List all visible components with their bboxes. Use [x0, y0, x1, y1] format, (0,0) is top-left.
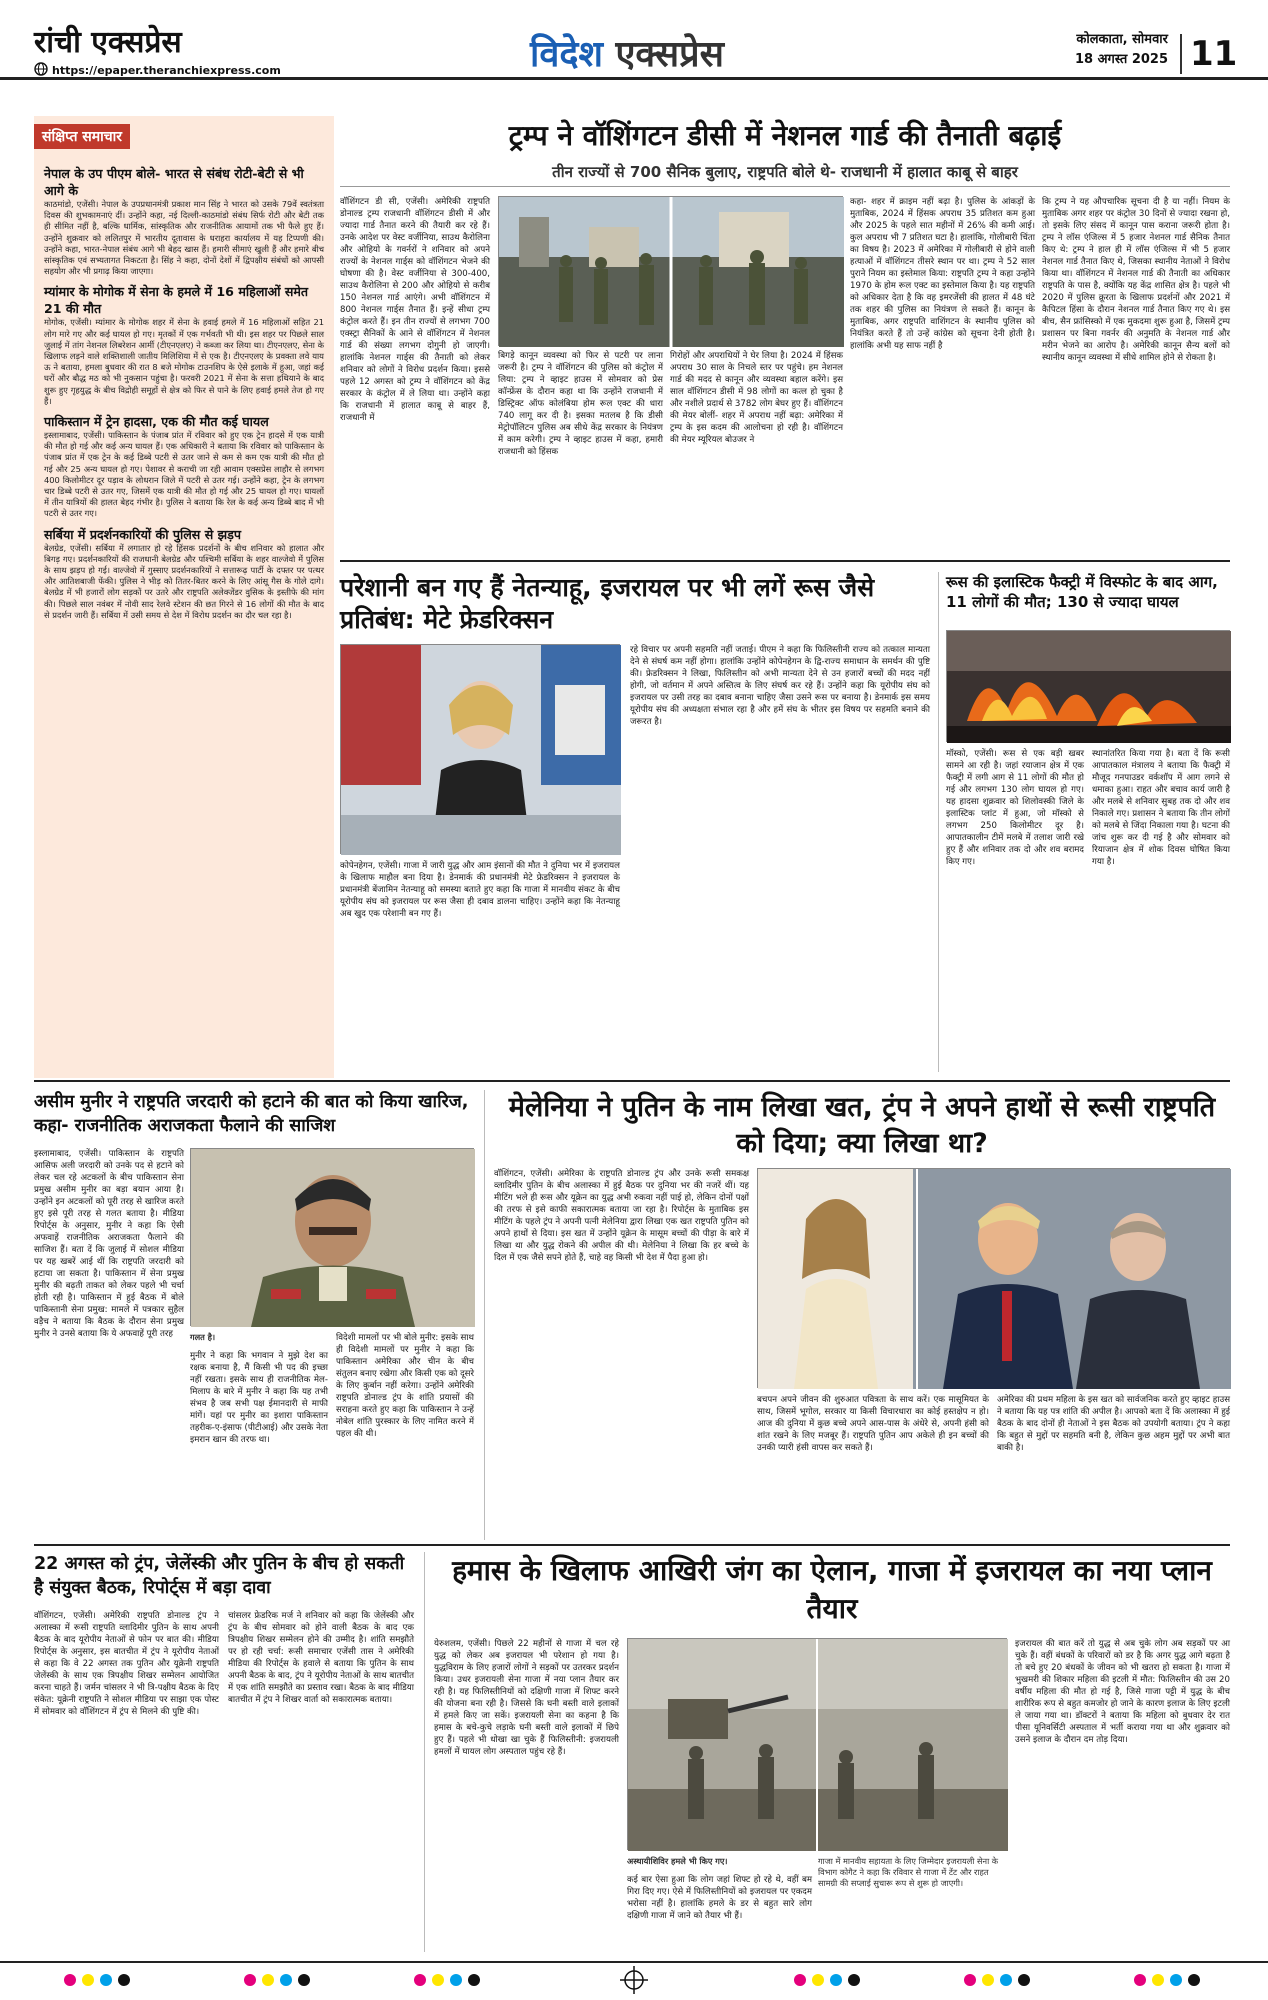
story4-photo-munir [190, 1148, 474, 1326]
brief-headline: पाकिस्तान में ट्रेन हादसा, एक की मौत कई घायल [44, 414, 269, 430]
story2-headline: परेशानी बन गए हैं नेतन्याहू, इजरायल पर भी लगें रूस जैसे प्रतिबंध: मेटे फ्रेडरिक्सन [340, 573, 875, 634]
brief-item [44, 283, 324, 407]
brief-headline: सर्बिया में प्रदर्शनकारियों की पुलिस से झड़प [44, 526, 242, 542]
page-number: 11 [1180, 34, 1228, 74]
story1-col5: कि ट्रम्प ने यह औपचारिक सूचना दी है या नहीं। नियम के मुताबिक अगर शहर पर कंट्रोल 30 दिनों से ज्यादा रखना हो, तो इसके लिए संसद में कानून पास कराना जरूरी होता है। ट्रम्प ने लॉस एंजिल्स में 5 हजार नेशनल गार्ड सैनिक तैनात किए थे: ट्रम्प ने हाल ही में लॉस एंजिल्स में भी 5 हजार नेशनल गार्ड तैनात किए थे, जिसका स्थानीय नेताओं ने विरोध किया था। वॉशिंगटन में नेशनल गार्ड की तैनाती का अधिकार राष्ट्रपति के पास है, क्योंकि यह केंद्र शासित क्षेत्र है। पहले भी 2020 में पुलिस क्रूरता के खिलाफ प्रदर्शनों और 2021 में कैपिटल हिंसा के दौरान नेशनल गार्ड तैनात किए गए थे। इस बीच, सैन फ्रांसिस्को में एक मुकदमा शुरू हुआ है, जिसमें ट्रम्प प्रशासन पर बिना गवर्नर की अनुमति के नेशनल गार्ड और मरीन भेजने का आरोप है। अमेरिकी कानून सैन्य बलों को स्थानीय कानून व्यवस्था में सीधे शामिल होने से रोकता है। [1042, 197, 1230, 363]
section-title [530, 28, 724, 77]
story7-col1: येरुशलम, एजेंसी। पिछले 22 महीनों से गाजा में चल रहे युद्ध को लेकर अब इजरायल भी परेशान हो गया है। युद्धविराम के लिए हजारों लोगों ने सड़कों पर उतरकर प्रदर्शन किया। उधर इजरायली सेना गाजा में नया प्लान तैयार कर रही है। यह फिलिस्तीनियों को दक्षिणी गाजा में शिफ्ट करने की योजना बना रही है। जिससे कि घनी बस्ती वाले इलाकों में हमले किए जा सकें। इजरायली सेना का कहना है कि हमास के बचे-कुचे लड़ाके घनी बस्ती वाले इलाकों में छिपे हुए हैं। पहले भी धोखा खा चुके हैं फिलिस्तीनी: इजरायली हमलों में घायल लोग अस्पताल पहुंच रहे हैं। [434, 1639, 619, 1757]
story5-col1: वॉशिंगटन, एजेंसी। अमेरिका के राष्ट्रपति डोनाल्ड ट्रंप और उनके रूसी समकक्ष व्लादिमीर पुतिन के बीच अलास्का में हुई बैठक पर दुनिया भर की नजरें थीं। यह मीटिंग भले ही रूस और यूक्रेन का युद्ध अभी रुकवा नहीं पाई हो, लेकिन दोनों पक्षों की तरफ से इसे काफी सकारात्मक बताया जा रहा है। रिपोर्ट्स के मुताबिक इस मीटिंग के पहले ट्रंप ने अपनी पत्नी मेलेनिया द्वारा लिखा एक खत राष्ट्रपति पुतिन को अपने हाथों से दिया। इस खत में उन्होंने यूक्रेन के मासूम बच्चों की पीड़ा के बारे में लिखा था और युद्ध रोकने की अपील की थी। मेलेनिया ने लिखा कि हर बच्चे के दिल में एक जैसे सपने होते हैं, चाहे वह किसी भी देश में पैदा हुआ हो। [494, 1169, 749, 1263]
story7-photo-caption-2: गाजा में मानवीय सहायता के लिए जिम्मेदार इजरायली सेना के विभाग कोगैट ने कहा कि रविवार से गाजा में टेंट और राहत सामग्री की सप्लाई सुचारू रूप से शुरू हो जाएगी। [818, 1856, 999, 1888]
sidebar-tag: संक्षिप्त समाचार [34, 124, 130, 149]
issue-date: 18 अगस्त 2025 [1074, 52, 1168, 67]
brief-headline: नेपाल के उप पीएम बोले- भारत से संबंध रोटी-बेटी से भी आगे के [44, 166, 304, 198]
story7-col2: कई बार ऐसा हुआ कि लोग जहां शिफ्ट हो रहे थे, वहीं बम गिरा दिए गए। ऐसे में फिलिस्तीनियों को इजरायल पर एकदम भरोसा नहीं है। हालांकि हमले के डर से बहुत सारे लोग दक्षिणी गाजा में जाने को तैयार भी हैं। [627, 1875, 812, 1921]
story3-col2: स्थानांतरित किया गया है। बता दें कि रूसी आपातकाल मंत्रालय ने बताया कि फैक्ट्री में मौजूद गनपाउडर वर्कशॉप में आग लगने से धमाका हुआ। राहत और बचाव कार्य जारी है और मलबे से शनिवार सुबह तक दो और शव निकाले गए। प्रशासन ने बताया कि तीन लोगों को मलबे से जिंदा निकाला गया है। घटना की जांच शुरू कर दी गई है और सोमवार को रियाजान क्षेत्र में शोक दिवस घोषित किया गया है। [1092, 749, 1230, 867]
story2-col1: कोपेनहेगन, एजेंसी। गाजा में जारी युद्ध और आम इंसानों की मौत ने दुनिया भर में इजरायल के खिलाफ माहौल बना दिया है। डेनमार्क की प्रधानमंत्री मेटे फ्रेडरिक्सन ने इजरायल के प्रधानमंत्री बेंजामिन नेतन्याहू को समस्या बताते हुए कहा कि गाजा में मानवीय संकट के बीच यूरोपीय संघ को इजरायल पर रूस जैसा ही दबाव डालना चाहिए। उन्होंने कहा कि नेतन्याहू अब खुद एक परेशानी बन गए हैं। [340, 861, 620, 919]
story4-headline: असीम मुनीर ने राष्ट्रपति जरदारी को हटाने की बात को किया खारिज, कहा- राजनीतिक अराजकता फैलाने की साजिश [34, 1092, 469, 1136]
print-registration-strip [0, 1958, 1268, 2000]
story6-col1: वॉशिंगटन, एजेंसी। अमेरिकी राष्ट्रपति डोनाल्ड ट्रंप ने अलास्का में रूसी राष्ट्रपति व्लादिमीर पुतिन के साथ अपनी बैठक के बाद यूरोपीय नेताओं से फोन पर बात की। मीडिया रिपोर्ट्स के अनुसार, इस बातचीत में ट्रंप ने यूरोपीय नेताओं से कहा कि वे 22 अगस्त तक पुतिन और यूक्रेनी राष्ट्रपति जेलेंस्की के साथ एक त्रिपक्षीय शिखर सम्मेलन आयोजित करना चाहते हैं। जर्मन चांसलर ने भी त्रि-पक्षीय बैठक के दिए संकेत: यूक्रेनी राष्ट्रपति ने सोशल मीडिया पर साझा एक पोस्ट में सोमवार को वॉशिंगटन में ट्रंप से मिलने की पुष्टि की। [34, 1611, 219, 1717]
story7-photo-caption-1: अस्थायीशिविर हमले भी किए गए। [627, 1856, 728, 1866]
story5-col3: अमेरिका की प्रथम महिला के इस खत को सार्वजनिक करते हुए व्हाइट हाउस ने बताया कि यह पत्र शांति की अपील है। आपको बता दें कि अलास्का में हुई बैठक के बाद दोनों ही नेताओं ने इस बैठक को उपयोगी बताया। ट्रंप ने कहा कि बहुत से मुद्दों पर सहमति बनी है, लेकिन कुछ अहम मुद्दों पर अभी बात बाकी है। [997, 1395, 1231, 1453]
story7-headline: हमास के खिलाफ आखिरी जंग का ऐलान, गाजा में इजरायल का नया प्लान तैयार [452, 1554, 1212, 1625]
story4-col1: इस्लामाबाद, एजेंसी। पाकिस्तान के राष्ट्रपति आसिफ अली जरदारी को उनके पद से हटाने को लेकर चल रहे अटकलों के बीच पाकिस्तान सेना प्रमुख असीम मुनीर का बड़ा बयान आया है। उन्होंने इन अटकलों को पूरी तरह से खारिज करते हुए इसे पूरी तरह से गलत बताया है। मीडिया रिपोर्ट्स के अनुसार, मुनीर ने कहा कि ऐसी अफवाहें राजनीतिक अराजकता फैलाने की साजिश हैं। बता दें कि जुलाई में सोशल मीडिया पर यह खबरें आई थीं कि राष्ट्रपति जरदारी को हटाया जा सकता है। पाकिस्तान में सेना प्रमुख मुनीर की बढ़ती ताकत को लेकर पहले भी चर्चा होती रही है। पाकिस्तान में हुई बैठक में बोले पाकिस्तानी सेना प्रमुख: मामले में पत्रकार सुहैल वड़ैच ने बताया कि बैठक के दौरान सेना प्रमुख मुनीर ने उनसे बताया कि ये अफवाहें पूरी तरह [34, 1149, 184, 1339]
brief-body: मोगोक, एजेंसी। म्यांमार के मोगोक शहर में सेना के हवाई हमले में 16 महिलाओं सहित 21 लोग मारे गए और कई घायल हो गए। मृतकों में एक गर्भवती भी थी। इस शहर पर पिछले साल जुलाई में तांग नेशनल लिबरेशन आर्मी (टीएनएलए) ने कब्जा कर लिया था। टीएनएलए, सेना के खिलाफ लड़ने वाले शक्तिशाली जातीय मिलिशिया में से एक है। टीएनएलए के प्रवक्ता लवे याय ऊ ने बताया, हमला बुधवार की रात 8 बजे मोगोक टाउनशिप के ऐसे इलाके में हुआ, जहां कई घरों और बौद्ध मठ को भी नुकसान पहुंचा है। फरवरी 2021 में सेना के सत्ता हथियाने के बाद शुरू हुए गृहयुद्ध के बीच विद्रोही समूहों से क्षेत्र को फिर से पाने के लिए हवाई हमले तेज हो गए हैं। [44, 317, 324, 406]
story1-photo-guards [498, 196, 843, 346]
story7-photo-gaza [627, 1638, 1007, 1850]
story1-col2: बिगड़े कानून व्यवस्था को फिर से पटरी पर लाना जरूरी है। ट्रम्प ने वॉशिंगटन की पुलिस को कंट्रोल में लिया: ट्रम्प ने व्हाइट हाउस में सोमवार को प्रेस कॉन्फ्रेंस के दौरान कहा था कि उन्होंने राजधानी में डिस्ट्रिक्ट ऑफ कोलंबिया होम रूल एक्ट की धारा 740 लागू कर दी है। इसका मतलब है कि डीसी मेट्रोपॉलिटन पुलिस अब सीधे केंद्र सरकार के नियंत्रण में काम करेगी। ट्रम्प ने व्हाइट हाउस में कहा, हमारी राजधानी को हिंसक [498, 351, 663, 457]
story5-headline: मेलेनिया ने पुतिन के नाम लिखा खत, ट्रंप ने अपने हाथों से रूसी राष्ट्रपति को दिया; क्या लिखा था? [508, 1092, 1216, 1159]
brief-item [44, 165, 324, 277]
story3-photo-fire [946, 630, 1230, 742]
brief-headline: म्यांमार के मोगोक में सेना के हमले में 16 महिलाओं समेत 21 की मौत [44, 284, 309, 317]
story4-col3: विदेशी मामलों पर भी बोले मुनीर: इसके साथ ही विदेशी मामलों पर मुनीर ने कहा कि पाकिस्तान अमेरिका और चीन के बीच संतुलन बनाए रखेगा और किसी एक को दूसरे के लिए कुर्बान नहीं करेगा। उन्होंने अमेरिकी राष्ट्रपति डोनाल्ड ट्रंप के शांति प्रयासों की सराहना करते हुए कहा कि पाकिस्तान ने उन्हें नोबेल शांति पुरस्कार के लिए नामित करने में पहल की थी। [336, 1333, 474, 1439]
brief-item [44, 526, 324, 621]
story3-headline: रूस की इलास्टिक फैक्ट्री में विस्फोट के बाद आग, 11 लोगों की मौत; 130 से ज्यादा घायल [946, 573, 1218, 611]
city-day: कोलकाता, सोमवार [1076, 32, 1168, 47]
story1-headline: ट्रम्प ने वॉशिंगटन डीसी में नेशनल गार्ड की तैनाती बढ़ाई [508, 119, 1062, 152]
story5-photo-leaders [757, 1168, 1230, 1388]
brand-name: रांची एक्सप्रेस [34, 25, 182, 60]
story3-col1: मॉस्को, एजेंसी। रूस से एक बड़ी खबर सामने आ रही है। जहां रयाजान क्षेत्र में एक फैक्ट्री में लगी आग से 11 लोगों की मौत हो गई और लगभग 130 लोग घायल हो गए। यह हादसा शुक्रवार को शिलोवस्की जिले के इलास्टिक प्लांट में हुआ, जो मॉस्को से लगभग 250 किलोमीटर दूर है। आपातकालीन टीमें मलबे में तलाश जारी रखे हुए हैं और शनिवार तक दो और शव बरामद किए गए। [946, 749, 1084, 867]
story6-col2: चांसलर फ्रेडरिक मर्ज ने शनिवार को कहा कि जेलेंस्की और ट्रंप के बीच सोमवार को होने वाली बैठक के बाद एक त्रिपक्षीय शिखर सम्मेलन होने की उम्मीद है। शांति समझौते पर हो रही चर्चा: रूसी समाचार एजेंसी तास ने अमेरिकी मीडिया की रिपोर्ट्स के हवाले से बताया कि पुतिन के साथ अपनी बैठक के बाद, ट्रंप ने यूरोपीय नेताओं के साथ बातचीत में एक शांति समझौते का प्रस्ताव रखा। बैठक के बाद मीडिया बातचीत में ट्रंप ने शिखर वार्ता को सकारात्मक बताया। [228, 1611, 414, 1705]
brief-body: इस्लामाबाद, एजेंसी। पाकिस्तान के पंजाब प्रांत में रविवार को हुए एक ट्रेन हादसे में एक यात्री की मौत हो गई और कई अन्य घायल हैं। एक अधिकारी ने बताया कि रविवार को पाकिस्तान के पंजाब प्रांत में एक ट्रेन के कई डिब्बे पटरी से उतर जाने से कम से कम एक यात्री की मौत हो गई और 25 अन्य घायल हो गए। पेशावर से कराची जा रही आवाम एक्सप्रेस लाहौर से लगभग 400 किलोमीटर दूर पड़ाव के लोधरान जिले में पटरी से उतर गई। उन्होंने कहा, ट्रेन के लगभग चार डिब्बे पटरी से उतर गए, जिसमें एक यात्री की मौत हो गई और 25 घायल हो गए। घायलों में तीन यात्रियों की हालत बेहद गंभीर है। पुलिस ने बताया कि रेल के कई अन्य डिब्बे बाद में भी पटरी से उतर गए। [44, 430, 324, 519]
story4-caption: गलत है। [190, 1332, 216, 1342]
story7-col3: इजरायल की बात करें तो युद्ध से अब चुके लोग अब सड़कों पर आ चुके हैं। वहीं बंधकों के परिवारों को डर है कि अगर युद्ध आगे बढ़ता है तो बचे हुए 20 बंधकों के जीवन को भी खतरा हो सकता है। गाजा में भुखमरी की शिकार महिला की इटली में मौत: फिलिस्तीन की उस 20 वर्षीय महिला की मौत हो गई है, जिसे गाजा पट्टी में युद्ध के बीच शारीरिक रूप से बहुत कमजोर हो जाने के कारण इलाज के लिए इटली ले जाया गया था। डॉक्टरों ने बताया कि महिला को बुधवार देर रात पीसा यूनिवर्सिटी अस्पताल में भर्ती कराया गया था और शुक्रवार को उसने इलाज के दौरान दम तोड़ दिया। [1015, 1639, 1230, 1745]
dateline [1058, 30, 1168, 70]
epaper-url[interactable]: https://epaper.theranchiexpress.com [52, 64, 281, 77]
brief-item [44, 413, 324, 520]
brief-news-sidebar [34, 116, 334, 1078]
story1-col1: वॉशिंगटन डी सी, एजेंसी। अमेरिकी राष्ट्रपति डोनाल्ड ट्रम्प राजधानी वॉशिंगटन डीसी में और ज्यादा गार्ड तैनात करने की तैयारी कर रहे हैं। उनके आदेश पर वेस्ट वर्जीनिया, साउथ कैरोलिना और ओहियो के गवर्नरों ने शनिवार को अपने राज्यों के नेशनल गार्ड्स को वॉशिंगटन भेजने की घोषणा की है। वेस्ट वर्जीनिया से 300-400, साउथ कैरोलिना से 200 और ओहियो से करीब 150 नेशनल गार्ड आएंगे। अभी वॉशिंगटन में 800 नेशनल गार्ड्स तैनात हैं। इन्हें सीधा ट्रम्प कंट्रोल करते हैं। इन तीन राज्यों से लगभग 700 एक्स्ट्रा सैनिकों के आने से वॉशिंगटन में नेशनल गार्ड की संख्या लगभग दोगुनी हो जाएगी। हालांकि नेशनल गार्ड्स की तैनाती को लेकर शनिवार को लोगों ने विरोध प्रदर्शन किया। इससे पहले 12 अगस्त को ट्रम्प ने वॉशिंगटन को केंद्र सरकार के कंट्रोल में ले लिया था। उन्होंने कहा कि राजधानी में हालात काबू से बाहर हैं, राजधानी में [340, 197, 490, 423]
brief-body: काठमांडो, एजेंसी। नेपाल के उपप्रधानमंत्री प्रकाश मान सिंह ने भारत को उसके 79वें स्वतंत्रता दिवस की शुभकामनाएं दीं। उन्होंने कहा, नई दिल्ली-काठमांडो संबंध सिर्फ रोटी और बेटी तक ही सीमित नहीं है, बल्कि धार्मिक, सांस्कृतिक और राजनीतिक आयामों तक भी फैले हुए हैं। उन्होंने शुक्रवार को ललितपुर में भारतीय दूतावास के धराहरा कार्यालय में यह टिप्पणी की। उन्होंने कहा, भारत-नेपाल संबंध आगे भी बेहद खास हैं। हमारी सीमाएं खुली हैं और हमारे बीच सांस्कृतिक एवं सभ्यतागत निकटता है। सिंह ने कहा, दोनों देशों में द्विपक्षीय संबंधों को आपसी सहयोग और भी प्रगाढ़ किया जाएगा। [44, 199, 324, 277]
story1-col4: कहा- शहर में क्राइम नहीं बढ़ा है। पुलिस के आंकड़ों के मुताबिक, 2024 में हिंसक अपराध 35 प्रतिशत कम हुआ और 2025 के पहले सात महीनों में 26% की कमी आई। कुल अपराध भी 7 प्रतिशत घटा है। हालांकि, गोलीबारी चिंता का विषय है। 2023 में अमेरिका में गोलीबारी से होने वाली हत्याओं में वॉशिंगटन तीसरे स्थान पर था। ट्रम्प ने 52 साल पुराने नियम का इस्तेमाल किया: राष्ट्रपति ट्रम्प ने कहा उन्होंने 1970 के होम रूल एक्ट का इस्तेमाल किया है। यह राष्ट्रपति को अधिकार देता है कि वह इमरजेंसी की हालत में 48 घंटे तक शहर की पुलिस का नियंत्रण ले सकते हैं। कानून के मुताबिक, अगर राष्ट्रपति वाशिंगटन के स्थानीय पुलिस को नियंत्रित करते हैं तो उन्हें कांग्रेस को सूचना देनी होती है। हालांकि अभी यह साफ नहीं है [850, 197, 1035, 351]
section-title-a: विदेश [530, 34, 603, 75]
globe-icon [34, 62, 48, 76]
story1-col3: गिरोहों और अपराधियों ने घेर लिया है। 2024 में हिंसक अपराध 30 साल के निचले स्तर पर पहुंचे। हम नेशनल गार्ड की मदद से कानून और व्यवस्था बहाल करेंगे। इस साल वॉशिंगटन डीसी में 98 लोगों का कत्ल हो चुका है और नशीले प्रदार्थ से 3782 लोग बेघर हुए हैं। वॉशिंगटन की मेयर बोलीं- शहर में अपराध नहीं बढ़ा: अमेरिका में ट्रम्प के इस कदम की आलोचना हो रही है। वॉशिंगटन की मेयर म्यूरियल बोउजर ने [670, 351, 843, 445]
story2-photo-frederiksen [340, 644, 620, 854]
brief-body: बेलग्रेड, एजेंसी। सर्बिया में लगातार हो रहे हिंसक प्रदर्शनों के बीच शनिवार को हालात और बिगड़ गए। प्रदर्शनकारियों की राजधानी बेलग्रेड और पश्चिमी सर्बिया के शहर वाल्जेवो में पुलिस के साथ झड़प हो गई। वाल्जेवो में गुस्साए प्रदर्शनकारियों ने सत्तारूढ़ पार्टी के दफ्तर पर पत्थर और आतिशबाजी फेंकी। पुलिस ने भीड़ को तितर-बितर करने के लिए आंसू गैस के गोले दागे। बेलग्रेड में भी हजारों लोग सड़कों पर उतरे और राष्ट्रपति अलेक्जेंडर वुसिक के इस्तीफे की मांग की। पिछले साल नवंबर में नोवी साद रेलवे स्टेशन की छत गिरने से 16 लोगों की मौत के बाद से प्रदर्शन जारी हैं। सर्बिया में उसी समय से देश में विरोध प्रदर्शन का दौर चल रहा है। [44, 542, 324, 620]
section-title-b: एक्सप्रेस [615, 34, 724, 75]
story2-col2: रहे विचार पर अपनी सहमति नहीं जताई। पीएम ने कहा कि फिलिस्तीनी राज्य को तत्काल मान्यता देने से संघर्ष कम नहीं होगा। हालांकि उन्होंने कोपेनहेगन के द्वि-राज्य समाधान के समर्थन की पुष्टि की। फ्रेडरिक्सन ने लिखा, फिलिस्तीन को अभी मान्यता देने से उन हजारों बच्चों की मदद नहीं होगी, जो वर्तमान में अपने अस्तित्व के लिए संघर्ष कर रहे हैं। उन्होंने कहा कि यूरोपीय संघ को इजरायल पर उसी तरह का दबाव बनाना चाहिए जैसा उसने रूस पर बनाया है। डेनमार्क इस समय यूरोपीय संघ की अध्यक्षता संभाल रहा है और हमें संघ के भीतर इस विषय पर सहमति बनाने की जरूरत है। [630, 645, 930, 727]
story1-subhead: तीन राज्यों से 700 सैनिक बुलाए, राष्ट्रपति बोले थे- राजधानी में हालात काबू से बाहर [552, 163, 1018, 181]
story5-col2: बचपन अपने जीवन की शुरुआत पवित्रता के साथ करें। एक मासूमियत के साथ, जिसमें भूगोल, सरकार या किसी विचारधारा का कोई हस्तक्षेप न हो। आज की दुनिया में कुछ बच्चे अपने आस-पास के अंधेरे से, अपनी हंसी को शांत रखने के लिए मजबूर हैं। राष्ट्रपति पुतिन आप अकेले ही इन बच्चों की उनकी प्यारी हंसी वापस कर सकते हैं। [757, 1395, 989, 1453]
masthead [0, 0, 1268, 80]
story4-col2: मुनीर ने कहा कि भगवान ने मुझे देश का रक्षक बनाया है, मैं किसी भी पद की इच्छा नहीं रखता। इसके साथ ही राजनीतिक मेल-मिलाप के बारे में मुनीर ने कहा कि यह तभी संभव है जब सभी पक्ष ईमानदारी से माफी मांगें। यहां पर मुनीर का इशारा पाकिस्तान तहरीक-ए-इंसाफ (पीटीआई) और उसके नेता इमरान खान की तरफ था। [190, 1351, 328, 1445]
story6-headline: 22 अगस्त को ट्रंप, जेलेंस्की और पुतिन के बीच हो सकती है संयुक्त बैठक, रिपोर्ट्स में बड़ा दावा [34, 1554, 405, 1598]
